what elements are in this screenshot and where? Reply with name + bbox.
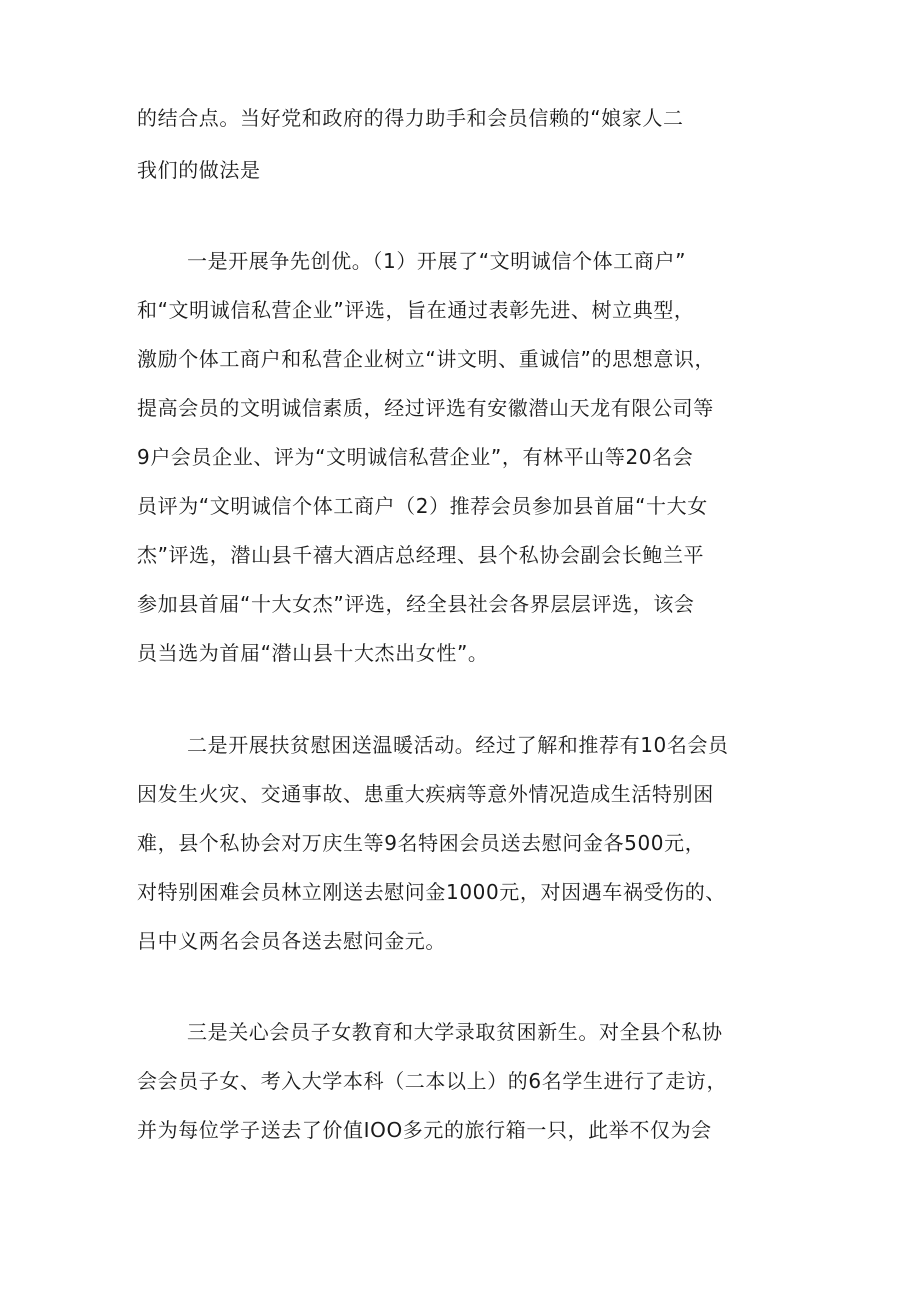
text-line: 并为每位学子送去了价值IOO多元的旅行箱一只，此举不仅为会 [137, 1118, 712, 1142]
text-line: 的结合点。当好党和政府的得力助手和会员信赖的“娘家人二 [137, 106, 684, 130]
text-line: 参加县首届“十大女杰”评选，经全县社会各界层层评选，该会 [137, 592, 695, 616]
text-line: 员评为“文明诚信个体工商户（2）推荐会员参加县首届“十大女 [137, 494, 708, 518]
text-line: 激励个体工商户和私营企业树立“讲文明、重诚信”的思想意识， [137, 347, 716, 371]
paragraph-3-first-line: 三是关心会员子女教育和大学录取贫困新生。对全县个私协 [187, 1020, 723, 1044]
text-line: 杰”评选，潜山县千禧大酒店总经理、县个私协会副会长鲍兰平 [137, 543, 705, 567]
text-line: 难，县个私协会对万庆生等9名特困会员送去慰问金各500元， [137, 831, 706, 855]
text-line: 对特别困难会员林立刚送去慰问金1000元，对因遇车祸受伤的、 [137, 880, 726, 904]
text-line: 我们的做法是 [137, 158, 261, 182]
text-line: 提高会员的文明诚信素质，经过评选有安徽潜山天龙有限公司等 [137, 396, 714, 420]
text-line: 会会员子女、考入大学本科（二本以上）的6名学生进行了走访， [137, 1069, 728, 1093]
text-line: 因发生火灾、交通事故、患重大疾病等意外情况造成生活特别困 [137, 782, 714, 806]
text-line: 和“文明诚信私营企业”评选，旨在通过表彰先进、树立典型， [137, 298, 695, 322]
paragraph-1-first-line: 一是开展争先创优。（1）开展了“文明诚信个体工商户” [187, 249, 687, 273]
text-line: 员当选为首届“潜山县十大杰出女性”。 [137, 641, 489, 665]
text-line: 9户会员企业、评为“文明诚信私营企业”，有林平山等20名会 [137, 445, 694, 469]
text-line: 吕中义两名会员各送去慰问金元。 [137, 929, 446, 953]
paragraph-2-first-line: 二是开展扶贫慰困送温暖活动。经过了解和推荐有10名会员 [187, 733, 729, 757]
